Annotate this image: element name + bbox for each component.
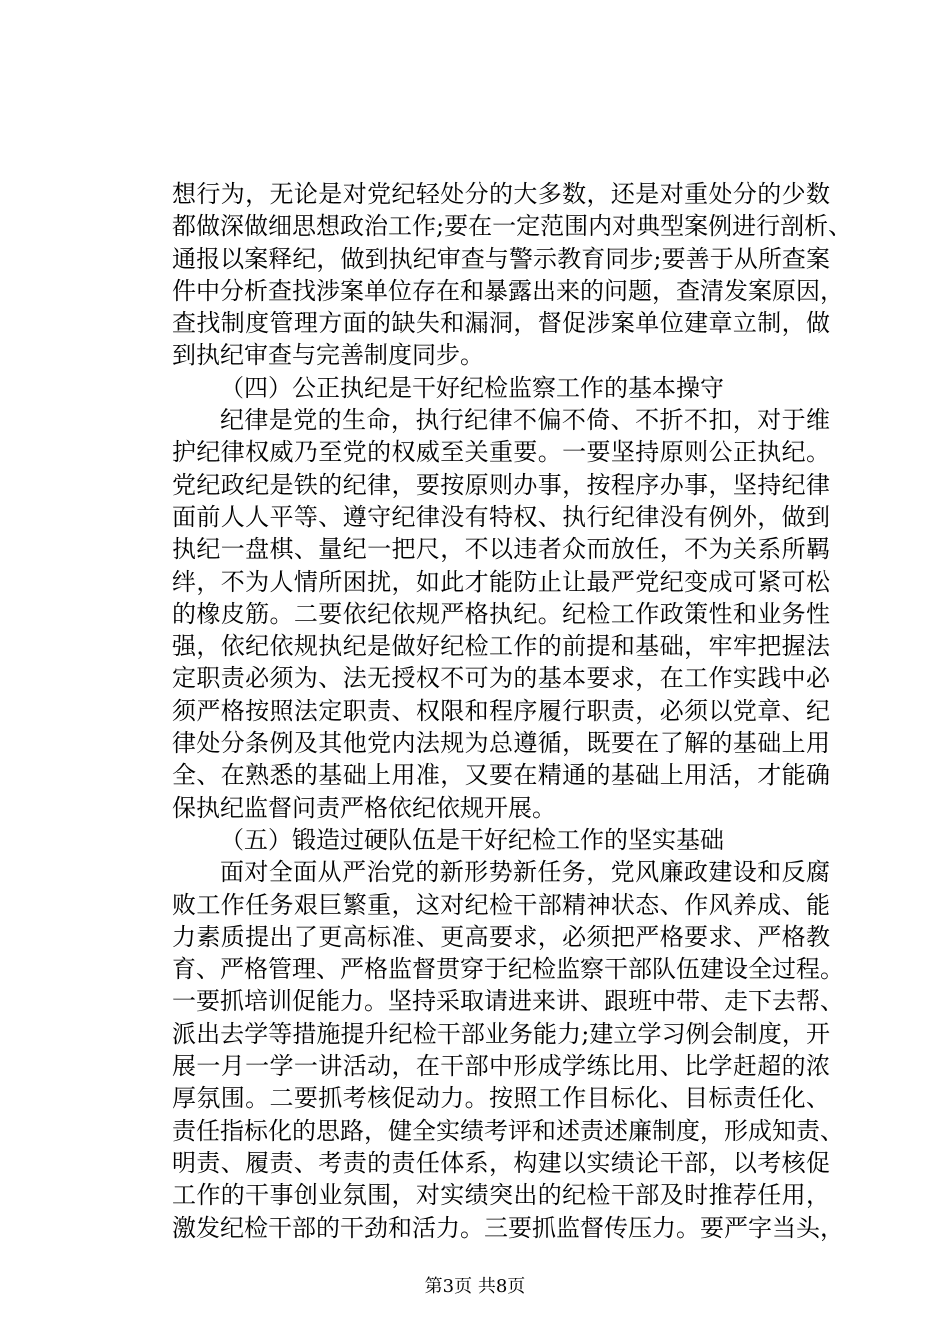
page-number-footer: 第3页 共8页 [424,1276,526,1297]
text-line: 执纪一盘棋、量纪一把尺，不以违者众而放任，不为关系所羁 [172,535,830,564]
text-line: 派出去学等措施提升纪检干部业务能力;建立学习例会制度，开 [172,1019,830,1048]
text-line: 面对全面从严治党的新形势新任务，党风廉政建设和反腐 [220,858,830,887]
text-line: 激发纪检干部的干劲和活力。三要抓监督传压力。要严字当头， [172,1213,844,1242]
text-line: 查找制度管理方面的缺失和漏洞，督促涉案单位建章立制，做 [172,309,830,338]
text-line: 保执纪监督问责严格依纪依规开展。 [172,793,556,822]
text-line: 都做深做细思想政治工作;要在一定范围内对典型案例进行剖析、 [172,212,853,241]
text-line: 一要抓培训促能力。坚持采取请进来讲、跟班中带、走下去帮、 [172,987,844,1016]
text-line: 展一月一学一讲活动，在干部中形成学练比用、比学赶超的浓 [172,1052,830,1081]
section-heading-5: （五）锻造过硬队伍是干好纪检工作的坚实基础 [220,825,724,854]
text-line: 通报以案释纪，做到执纪审查与警示教育同步;要善于从所查案 [172,244,830,273]
text-line: 想行为，无论是对党纪轻处分的大多数，还是对重处分的少数 [172,180,830,208]
text-line: 力素质提出了更高标准、更高要求，必须把严格要求、严格教 [172,922,830,951]
text-line: 到执纪审查与完善制度同步。 [172,341,484,370]
text-line: 定职责必须为、法无授权不可为的基本要求，在工作实践中必 [172,664,830,693]
text-line: 护纪律权威乃至党的权威至关重要。一要坚持原则公正执纪。 [172,438,830,467]
text-line: 绊，不为人情所困扰，如此才能防止让最严党纪变成可紧可松 [172,567,830,596]
text-line: 党纪政纪是铁的纪律，要按原则办事，按程序办事，坚持纪律 [172,470,830,499]
text-line: 律处分条例及其他党内法规为总遵循，既要在了解的基础上用 [172,729,830,758]
text-line: 纪律是党的生命，执行纪律不偏不倚、不折不扣，对于维 [220,406,830,435]
text-line: 育、严格管理、严格监督贯穿于纪检监察干部队伍建设全过程。 [172,955,844,984]
text-line: 责任指标化的思路，健全实绩考评和述责述廉制度，形成知责、 [172,1116,844,1145]
text-line: 明责、履责、考责的责任体系，构建以实绩论干部，以考核促 [172,1148,830,1177]
text-line: 强，依纪依规执纪是做好纪检工作的前提和基础，牢牢把握法 [172,632,830,661]
text-line: 件中分析查找涉案单位存在和暴露出来的问题，查清发案原因， [172,276,844,305]
text-line: 的橡皮筋。二要依纪依规严格执纪。纪检工作政策性和业务性 [172,599,830,628]
text-line: 工作的干事创业氛围，对实绩突出的纪检干部及时推荐任用， [172,1181,830,1210]
text-line: 败工作任务艰巨繁重，这对纪检干部精神状态、作风养成、能 [172,890,830,919]
text-line: 须严格按照法定职责、权限和程序履行职责，必须以党章、纪 [172,696,830,725]
section-heading-4: （四）公正执纪是干好纪检监察工作的基本操守 [220,373,724,402]
text-line: 厚氛围。二要抓考核促动力。按照工作目标化、目标责任化、 [172,1084,830,1113]
text-line: 全、在熟悉的基础上用准，又要在精通的基础上用活，才能确 [172,761,830,790]
document-body [172,178,853,1244]
text-line: 面前人人平等、遵守纪律没有特权、执行纪律没有例外，做到 [172,502,830,531]
